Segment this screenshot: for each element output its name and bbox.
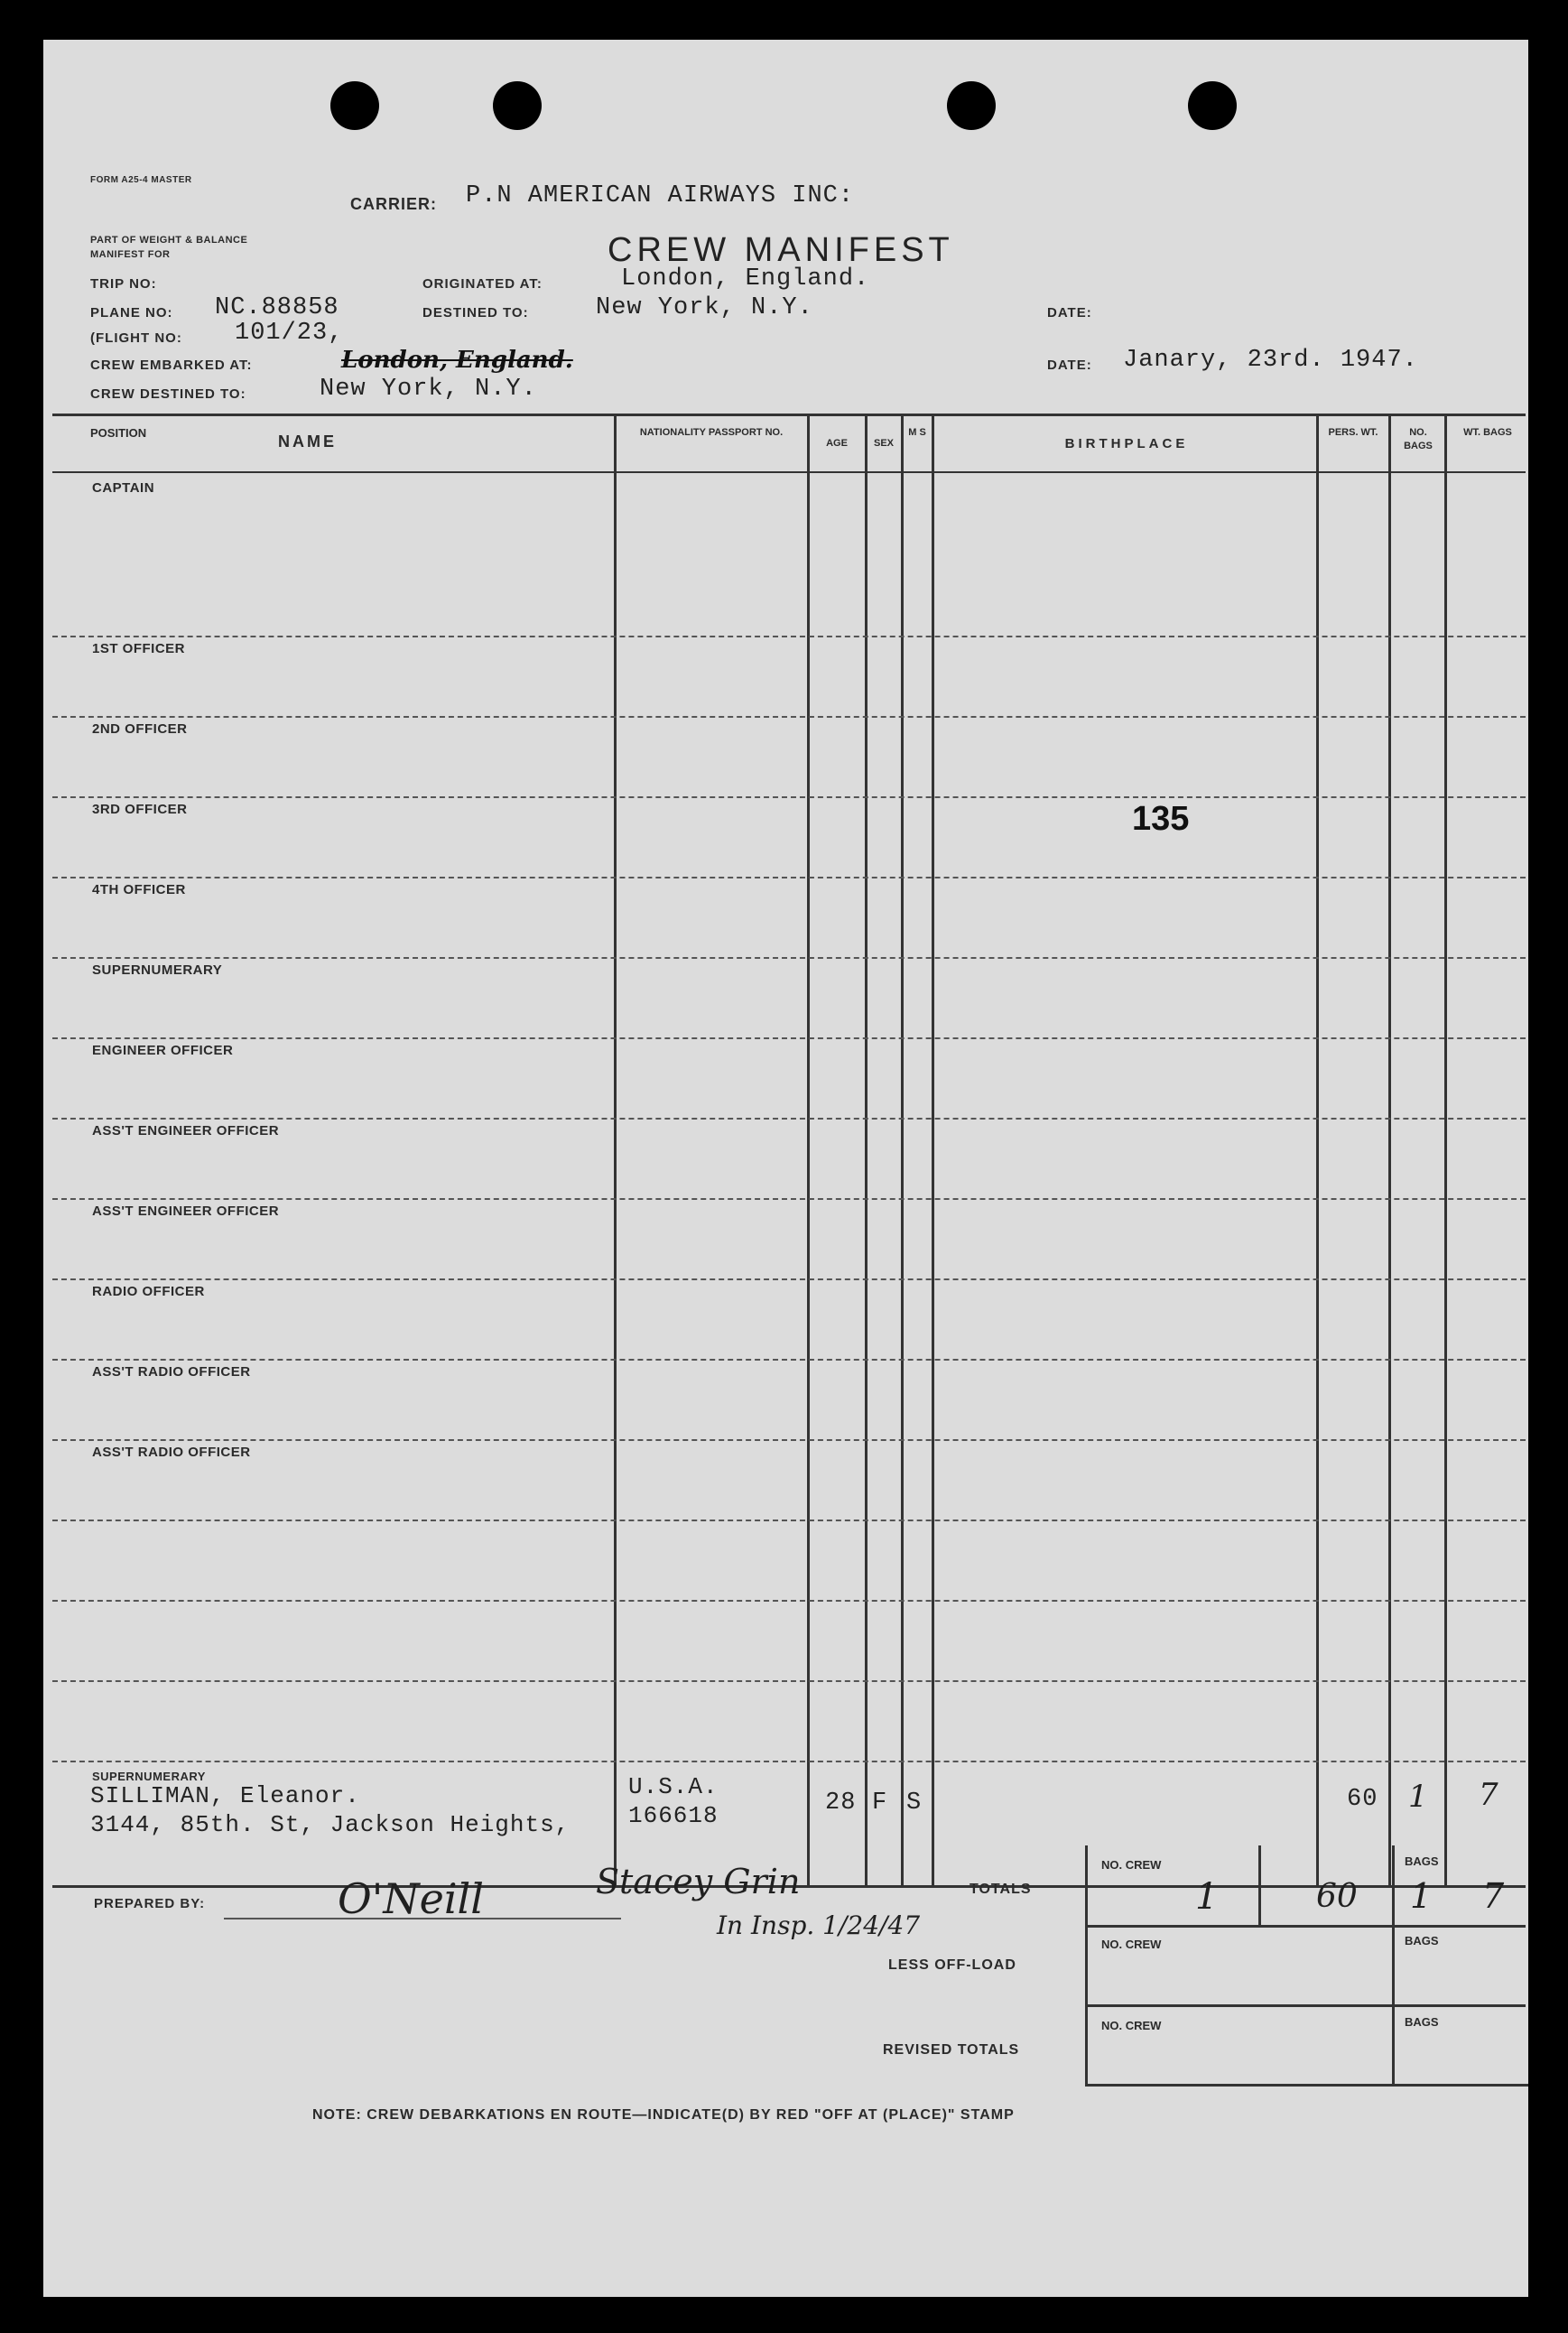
carrier-value: P.N AMERICAN AIRWAYS INC: [466, 182, 855, 209]
row-divider [52, 877, 1526, 878]
no-crew-label: NO. CREW [1101, 1858, 1162, 1872]
position-label: 1ST OFFICER [92, 641, 186, 656]
bags-label: BAGS [1405, 1934, 1439, 1947]
column-divider [807, 414, 810, 1885]
entry-pers-wt: 60 [1347, 1786, 1378, 1813]
row-divider [52, 957, 1526, 959]
revised-totals-label: REVISED TOTALS [883, 2042, 1020, 2058]
entry-name: SILLIMAN, Eleanor. [90, 1782, 360, 1809]
no-crew-label: NO. CREW [1101, 2019, 1162, 2032]
entry-address: 3144, 85th. St, Jackson Heights, [90, 1811, 571, 1838]
column-divider [1316, 414, 1319, 1885]
row-divider [52, 636, 1526, 637]
header-wt-bags: WT. BAGS [1463, 427, 1512, 438]
row-divider [52, 1680, 1526, 1682]
totals-no-crew: 1 [1195, 1876, 1219, 1918]
header-name: NAME [278, 432, 337, 451]
carrier-label: CARRIER: [350, 195, 437, 213]
column-divider [1444, 414, 1447, 1885]
punch-hole [947, 81, 996, 130]
destined-value: New York, N.Y. [596, 294, 813, 321]
totals-label: TOTALS [970, 1882, 1032, 1897]
position-label: SUPERNUMERARY [92, 962, 223, 978]
totals-divider [1392, 1845, 1395, 2084]
entry-nationality: U.S.A. [628, 1773, 719, 1800]
punch-hole [330, 81, 379, 130]
entry-sex: F [872, 1789, 888, 1817]
originated-label: ORIGINATED AT: [422, 276, 543, 292]
punch-hole [1188, 81, 1237, 130]
row-divider [52, 1439, 1526, 1441]
column-divider [932, 414, 934, 1885]
totals-bags: 1 [1410, 1876, 1433, 1916]
header-no-bags: NO. BAGS [1404, 427, 1433, 451]
position-label: 3RD OFFICER [92, 802, 188, 817]
stamp-number: 135 [1132, 800, 1190, 838]
header-nationality: NATIONALITY PASSPORT NO. [639, 427, 784, 438]
header-birthplace: BIRTHPLACE [1064, 436, 1189, 451]
header-sex: SEX [873, 438, 894, 449]
row-divider [52, 1359, 1526, 1361]
column-divider [865, 414, 868, 1885]
position-label: ENGINEER OFFICER [92, 1043, 234, 1058]
totals-wt-bags: 7 [1482, 1876, 1505, 1916]
row-divider [52, 1278, 1526, 1280]
flight-no-value: 101/23, [235, 320, 344, 347]
row-divider [52, 1198, 1526, 1200]
signature-inspection: In Insp. 1/24/47 [717, 1910, 921, 1940]
destined-label: DESTINED TO: [422, 305, 529, 321]
crew-destined-value: New York, N.Y. [320, 376, 537, 403]
column-divider [901, 414, 904, 1885]
plane-no-label: PLANE NO: [90, 305, 173, 321]
position-label: ASS'T RADIO OFFICER [92, 1445, 251, 1460]
entry-no-bags: 1 [1408, 1779, 1428, 1815]
date-label: DATE: [1047, 305, 1092, 321]
column-divider [1388, 414, 1391, 1885]
entry-position: SUPERNUMERARY [92, 1770, 206, 1783]
prepared-by-label: PREPARED BY: [94, 1896, 206, 1911]
footer-note: NOTE: CREW DEBARKATIONS EN ROUTE—INDICATE(D) BY RED "OFF AT (PLACE)" STAMP [312, 2107, 1015, 2123]
totals-weight: 60 [1316, 1878, 1358, 1915]
signature-second: Stacey Grin [596, 1862, 801, 1901]
part-of-label: PART OF WEIGHT & BALANCE [90, 235, 248, 246]
position-label: ASS'T ENGINEER OFFICER [92, 1204, 280, 1219]
prepared-by-signature: O'Neill [338, 1874, 484, 1923]
header-position: POSITION [90, 426, 147, 440]
row-divider [52, 716, 1526, 718]
date-label: DATE: [1047, 358, 1092, 373]
row-divider [52, 1520, 1526, 1521]
manifest-for-label: MANIFEST FOR [90, 249, 171, 260]
row-divider [52, 796, 1526, 798]
punch-hole [493, 81, 542, 130]
position-label: 2ND OFFICER [92, 721, 188, 737]
entry-passport: 166618 [628, 1802, 719, 1829]
position-label: ASS'T RADIO OFFICER [92, 1364, 251, 1380]
position-label: CAPTAIN [92, 480, 155, 496]
position-label: 4TH OFFICER [92, 882, 186, 897]
totals-rule [1085, 2004, 1526, 2007]
header-pers-wt: PERS. WT. [1328, 427, 1378, 438]
header-ms: M S [908, 427, 926, 438]
bags-label: BAGS [1405, 2015, 1439, 2029]
manifest-sheet [43, 40, 1528, 2297]
flight-no-label: (FLIGHT NO: [90, 330, 182, 346]
entry-age: 28 [825, 1789, 857, 1817]
crew-embarked-label: CREW EMBARKED AT: [90, 358, 253, 373]
row-divider [52, 1761, 1526, 1762]
less-offload-label: LESS OFF-LOAD [888, 1957, 1016, 1973]
row-divider [52, 1600, 1526, 1602]
table-header-rule [52, 471, 1526, 473]
header-age: AGE [826, 438, 848, 449]
no-crew-label: NO. CREW [1101, 1938, 1162, 1951]
row-divider [52, 1118, 1526, 1120]
position-label: RADIO OFFICER [92, 1284, 205, 1299]
table-top-rule [52, 414, 1526, 416]
entry-ms: S [906, 1789, 923, 1817]
crew-embarked-value: London, England. [341, 347, 573, 374]
originated-value: London, England. [621, 265, 870, 293]
totals-rule [1085, 1925, 1526, 1928]
entry-wt-bags: 7 [1479, 1777, 1498, 1813]
bags-label: BAGS [1405, 1854, 1439, 1868]
column-divider [614, 414, 617, 1885]
plane-no-value: NC.88858 [215, 294, 339, 321]
page-title: CREW MANIFEST [608, 231, 954, 269]
crew-destined-label: CREW DESTINED TO: [90, 386, 246, 402]
totals-box [1085, 1845, 1528, 2087]
totals-divider [1258, 1845, 1261, 1927]
trip-no-label: TRIP NO: [90, 276, 157, 292]
row-divider [52, 1037, 1526, 1039]
position-label: ASS'T ENGINEER OFFICER [92, 1123, 280, 1139]
date-value: Janary, 23rd. 1947. [1123, 347, 1418, 374]
form-number: FORM A25-4 MASTER [90, 175, 192, 185]
